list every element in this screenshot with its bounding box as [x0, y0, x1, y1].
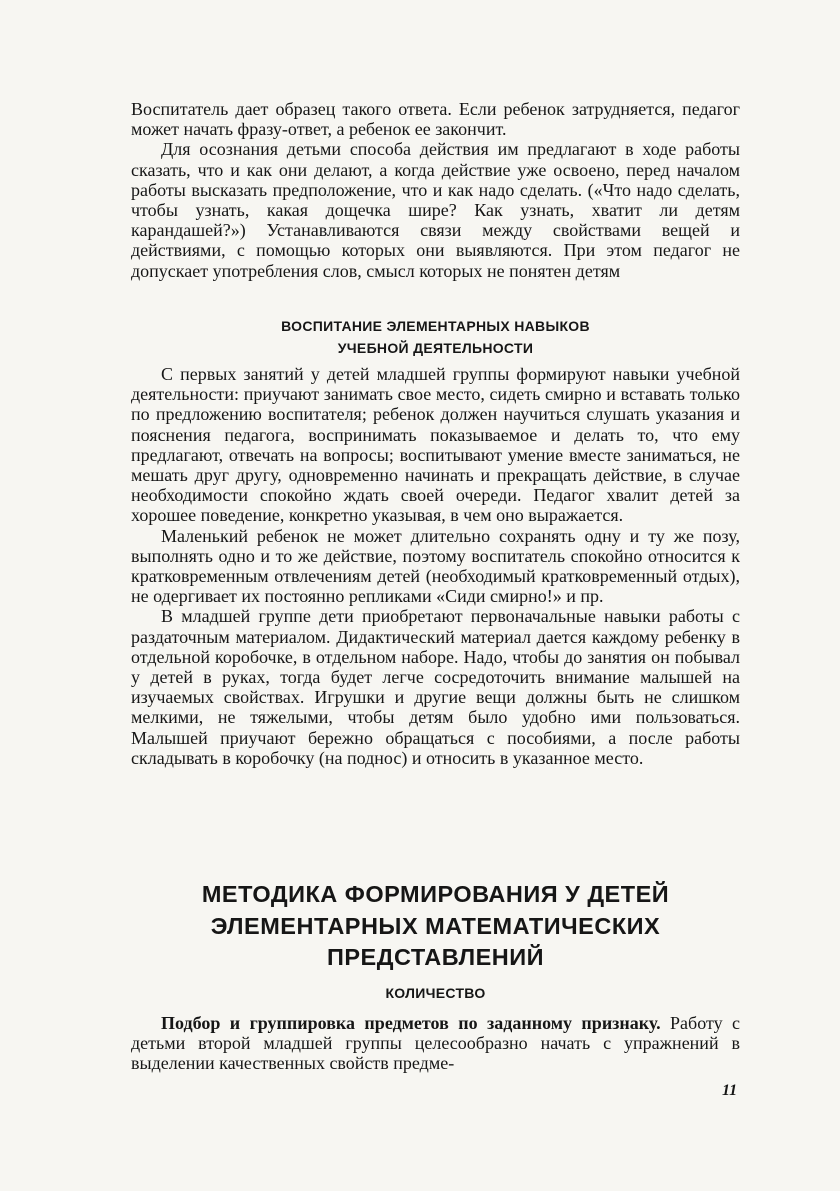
paragraph-text: Работу с детьми второй младшей группы целесообразно начать с упражнений в выделении качественных свойств предме- — [131, 1013, 740, 1074]
paragraph-block-quantity — [131, 1013, 740, 1074]
paragraph-lead: Подбор и группировка предметов по заданному признаку. — [161, 1013, 661, 1033]
page-number: 11 — [722, 1082, 738, 1099]
heading-line: КОЛИЧЕСТВО — [385, 985, 486, 1001]
paragraph: С первых занятий у детей младшей группы формируют навыки учебной деятельности: приучают занимать свое место, сидеть смирно и вставать только по предложению воспитателя; ребенок должен научиться слушать указания и пояснения педагога, воспринимать показываемое и делать то, что ему предлагают, отвечать на вопросы; воспитывают умение вместе заниматься, не мешать друг другу, одновременно начинать и прекращать действие, в случае необходимости спокойно ждать своей очереди. Педагог хвалит детей за хорошее поведение, конкретно указывая, в чем оно выражается. — [131, 364, 740, 526]
heading-line: УЧЕБНОЙ ДЕЯТЕЛЬНОСТИ — [337, 340, 534, 356]
paragraph: Для осознания детьми способа действия им предлагают в ходе работы сказать, что и как они делают, а когда действие уже освоено, перед началом работы высказать предположение, что и как надо сделать. («Что надо сделать, чтобы узнать, какая дощечка шире? Как узнать, хватит ли детям карандашей?») Устанавливаются связи между свойствами вещей и действиями, с помощью которых они выявляются. При этом педагог не допускает употребления слов, смысл которых не понятен детям — [131, 139, 740, 281]
paragraph: Воспитатель дает образец такого ответа. Если ребенок затрудняется, педагог может начать фразу-ответ, а ребенок ее закончит. — [131, 99, 740, 140]
chapter-title-line: МЕТОДИКА ФОРМИРОВАНИЯ У ДЕТЕЙ — [201, 881, 670, 907]
paragraph-block-learning-skills — [131, 364, 740, 768]
paragraph: Маленький ребенок не может длительно сохранять одну и ту же позу, выполнять одно и то же действие, поэтому воспитатель спокойно относится к кратковременным отвлечениям детей (необходимый кратковременный отдых), не одергивает их постоянно репликами «Сиди смирно!» и пр. — [131, 525, 740, 607]
chapter-title — [131, 879, 740, 974]
paragraph-block-intro — [131, 99, 740, 281]
section-heading-quantity — [131, 982, 740, 1004]
paragraph: В младшей группе дети приобретают первоначальные навыки работы с раздаточным материалом. Дидактический материал дается каждому ребенку в отдельной коробочке, в отдельном наборе. Надо, чтобы до занятия он побывал у детей в руках, тогда будет легче сосредоточить внимание малышей на изучаемых свойствах. Игрушки и другие вещи должны быть не слишком мелкими, не тяжелыми, чтобы детям было удобно ими пользоваться. Малышей приучают бережно обращаться с пособиями, а после работы складывать в коробочку (на поднос) и относить в указанное место. — [131, 606, 740, 768]
paragraph — [131, 1013, 740, 1074]
chapter-title-line: ЭЛЕМЕНТАРНЫХ МАТЕМАТИЧЕСКИХ — [210, 912, 661, 939]
chapter-title-line: ПРЕДСТАВЛЕНИЙ — [326, 944, 544, 970]
section-heading-learning-skills — [131, 315, 740, 359]
heading-line: ВОСПИТАНИЕ ЭЛЕМЕНТАРНЫХ НАВЫКОВ — [281, 318, 590, 334]
